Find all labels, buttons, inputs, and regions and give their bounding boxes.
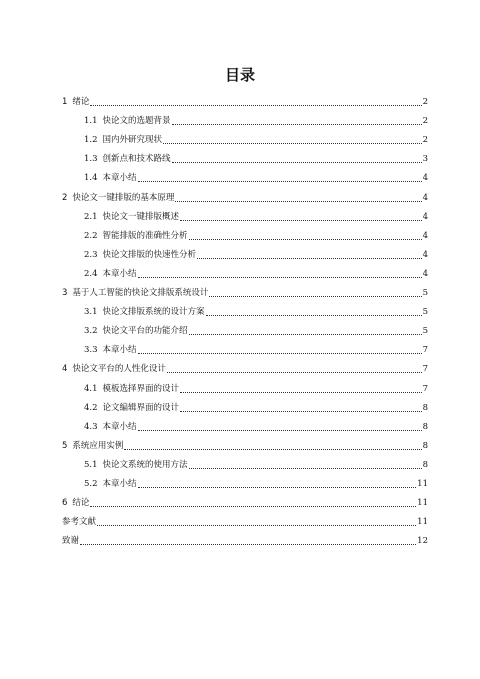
toc-entry-label: 快论文一键排版的基本原理 xyxy=(72,192,175,203)
dot-leader xyxy=(189,468,422,469)
toc-entry-number: 5.2 xyxy=(84,479,98,489)
toc-entry[interactable] xyxy=(84,170,428,184)
toc-entry[interactable] xyxy=(62,495,428,509)
toc-entry-number: 3.2 xyxy=(84,326,98,337)
dot-leader xyxy=(189,239,422,240)
toc-entry-page-number: 4 xyxy=(422,173,428,184)
toc-entry[interactable] xyxy=(84,266,428,280)
toc-entry-page-number: 8 xyxy=(422,421,428,432)
toc-entry[interactable] xyxy=(84,400,428,414)
toc-entry-page-number: 7 xyxy=(422,383,428,394)
toc-entry-label: 系统应用实例 xyxy=(72,440,124,451)
toc-entry-number: 2.3 xyxy=(84,249,98,260)
toc-entry[interactable] xyxy=(84,304,428,318)
dot-leader xyxy=(163,143,422,144)
dot-leader xyxy=(90,506,416,507)
dot-leader xyxy=(206,315,422,316)
toc-entry[interactable] xyxy=(62,438,428,452)
toc-entry[interactable] xyxy=(84,323,428,337)
toc-entry[interactable] xyxy=(84,132,428,146)
toc-entry-label: 本章小结 xyxy=(102,345,137,356)
dot-leader xyxy=(167,372,422,373)
toc-entry-number: 4.2 xyxy=(84,402,98,413)
toc-entry-number: 1 xyxy=(62,97,68,107)
toc-entry-page-number: 5 xyxy=(422,307,428,318)
toc-entry-number: 2.2 xyxy=(84,230,98,241)
toc-entry[interactable] xyxy=(84,151,428,165)
toc-entry-label: 快论文系统的使用方法 xyxy=(102,459,188,470)
toc-entry-number: 4 xyxy=(62,364,68,375)
toc-entry[interactable] xyxy=(84,113,428,127)
toc-entry-page-number: 11 xyxy=(417,498,428,509)
toc-entry-label: 绪论 xyxy=(72,97,90,107)
dot-leader xyxy=(189,334,422,335)
toc-entry-label: 论文编辑界面的设计 xyxy=(102,402,180,413)
toc-entry[interactable] xyxy=(62,94,428,108)
toc-entry-label: 快论文一键排版概述 xyxy=(102,211,180,222)
toc-entry-label: 快论文的选题背景 xyxy=(102,116,171,127)
toc-entry-number: 3 xyxy=(62,288,68,298)
toc-entry-page-number: 11 xyxy=(417,479,428,489)
dot-leader xyxy=(197,258,422,259)
toc-entry-number: 2.4 xyxy=(84,268,98,279)
dot-leader xyxy=(180,220,422,221)
toc-entry[interactable] xyxy=(62,514,428,528)
toc-entry-label: 本章小结 xyxy=(102,479,137,489)
toc-entry-number: 4.3 xyxy=(84,421,98,432)
toc-entry-page-number: 8 xyxy=(422,402,428,413)
toc-entry[interactable] xyxy=(84,381,428,395)
toc-entry-label: 致谢 xyxy=(62,536,80,547)
toc-entry-page-number: 4 xyxy=(422,249,428,260)
dot-leader xyxy=(90,105,421,106)
toc-entry-page-number: 4 xyxy=(422,268,428,279)
toc-entry-label: 快论文排版系统的设计方案 xyxy=(102,307,205,318)
toc-entry-number: 2.1 xyxy=(84,211,98,222)
toc-entry-number: 6 xyxy=(62,498,68,509)
dot-leader xyxy=(80,544,416,545)
toc-entry-number: 5.1 xyxy=(84,459,98,470)
toc-entry[interactable] xyxy=(84,419,428,433)
toc-entry[interactable] xyxy=(84,247,428,261)
toc-entry-page-number: 8 xyxy=(422,440,428,451)
dot-leader xyxy=(138,181,422,182)
toc-entry[interactable] xyxy=(84,342,428,356)
toc-entry[interactable] xyxy=(62,285,428,299)
toc-entry-number: 1.1 xyxy=(84,116,98,127)
toc-entry-label: 结论 xyxy=(72,498,90,509)
toc-entry[interactable] xyxy=(62,361,428,375)
toc-entry-page-number: 4 xyxy=(422,230,428,241)
dot-leader xyxy=(138,430,422,431)
toc-entry-page-number: 3 xyxy=(422,154,428,165)
toc-entry-page-number: 5 xyxy=(422,288,428,298)
toc-entry-page-number: 5 xyxy=(422,326,428,337)
toc-entry-number: 4.1 xyxy=(84,383,98,394)
toc-entry-label: 本章小结 xyxy=(102,173,137,184)
dot-leader xyxy=(138,353,422,354)
toc-entry-label: 参考文献 xyxy=(62,517,97,528)
toc-entry-label: 创新点和技术路线 xyxy=(102,154,171,165)
toc-entry-number: 1.4 xyxy=(84,173,98,184)
toc-entry-page-number: 12 xyxy=(417,536,428,547)
toc-entry-label: 模板选择界面的设计 xyxy=(102,383,180,394)
toc-entry-page-number: 2 xyxy=(422,97,428,107)
toc-entry[interactable] xyxy=(62,533,428,547)
dot-leader xyxy=(175,201,421,202)
dot-leader xyxy=(138,487,417,488)
dot-leader xyxy=(172,124,422,125)
toc-entry[interactable] xyxy=(84,457,428,471)
toc-entry-label: 智能排版的准确性分析 xyxy=(102,230,188,241)
toc-entry[interactable] xyxy=(84,228,428,242)
toc-entry-label: 本章小结 xyxy=(102,421,137,432)
dot-leader xyxy=(138,277,422,278)
toc-entry-page-number: 4 xyxy=(422,192,428,203)
toc-entry-number: 2 xyxy=(62,192,68,203)
toc-entry-page-number: 2 xyxy=(422,135,428,146)
dot-leader xyxy=(209,296,421,297)
toc-entry-page-number: 7 xyxy=(422,364,428,375)
dot-leader xyxy=(180,411,422,412)
toc-title: 目录 xyxy=(224,66,255,84)
dot-leader xyxy=(124,449,421,450)
toc-entry[interactable] xyxy=(84,476,428,490)
toc-entry-page-number: 7 xyxy=(422,345,428,356)
toc-entry-label: 快论文平台的功能介绍 xyxy=(102,326,188,337)
toc-entry-number: 1.3 xyxy=(84,154,98,165)
toc-entry-label: 基于人工智能的快论文排版系统设计 xyxy=(72,288,209,298)
toc-entry-number: 3.1 xyxy=(84,307,98,318)
toc-entry-label: 快论文排版的快速性分析 xyxy=(102,249,197,260)
toc-entry-number: 1.2 xyxy=(84,135,98,146)
dot-leader xyxy=(97,525,416,526)
toc-entry-page-number: 4 xyxy=(422,211,428,222)
toc-entry-label: 国内外研究现状 xyxy=(102,135,163,146)
toc-entry-page-number: 11 xyxy=(417,517,428,528)
dot-leader xyxy=(172,162,422,163)
toc-entry-label: 本章小结 xyxy=(102,268,137,279)
toc-entry-number: 3.3 xyxy=(84,345,98,356)
toc-entry-page-number: 2 xyxy=(422,116,428,127)
toc-entry-number: 5 xyxy=(62,440,68,451)
toc-entry[interactable] xyxy=(62,190,428,204)
toc-entry[interactable] xyxy=(84,209,428,223)
dot-leader xyxy=(180,392,422,393)
toc-entry-page-number: 8 xyxy=(422,459,428,470)
toc-entry-label: 快论文平台的人性化设计 xyxy=(72,364,166,375)
